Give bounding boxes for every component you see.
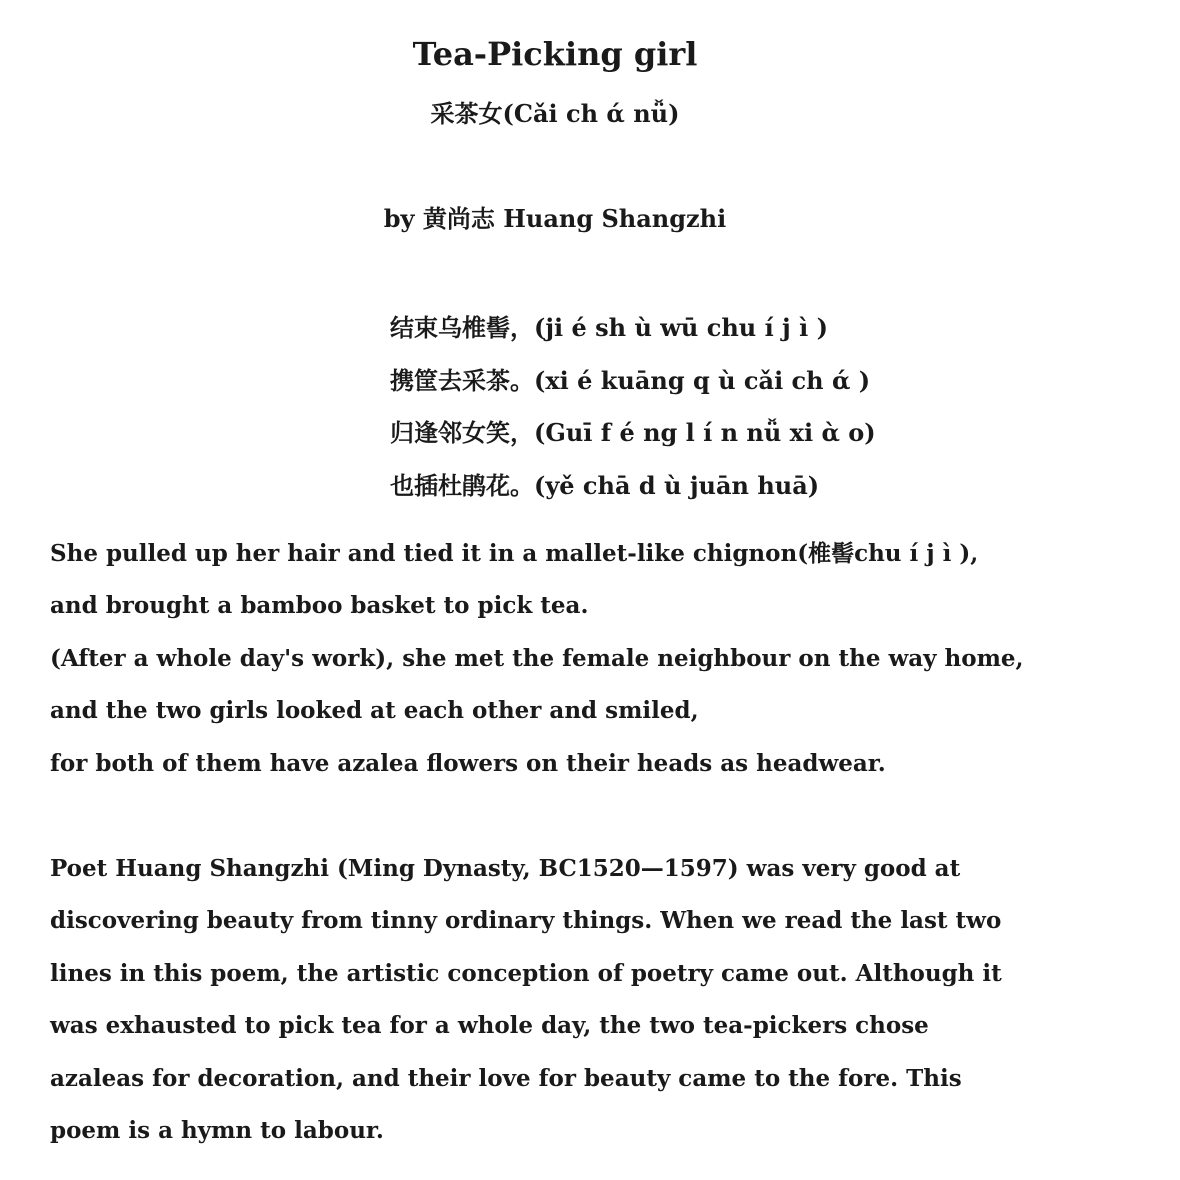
poem-line: 也插杜鹃花。(yě chā d ù juān huā) [390, 470, 820, 500]
poem-line: 携筐去采茶。(xi é kuāng q ù cǎi ch ά ) [390, 365, 871, 395]
poem-line: 归逢邻女笑，(Guī f é ng l í n nǚ xi ὰ o) [390, 418, 876, 447]
translation-line: and brought a bamboo basket to pick tea. [50, 592, 589, 620]
translation-line: She pulled up her hair and tied it in a mallet-like chignon(椎髻chu í j ì ), [50, 540, 979, 567]
poem-subtitle: 采茶女(Cǎi ch ά nǚ) [430, 99, 680, 128]
translation-line: for both of them have azalea flowers on their heads as headwear. [50, 749, 886, 777]
commentary-line: Poet Huang Shangzhi (Ming Dynasty, BC1520—1597) was very good at [50, 855, 961, 882]
poem-line: 结束乌椎髻，(ji é sh ù wū chu í j ì ) [390, 313, 828, 342]
commentary-line: lines in this poem, the artistic conception of poetry came out. Although it [50, 959, 1002, 987]
poem-title: Tea-Picking girl [412, 35, 698, 73]
commentary-paragraph [50, 843, 1150, 1157]
translation-line: (After a whole day's work), she met the female neighbour on the way home, [50, 644, 1024, 672]
commentary-line: discovering beauty from tinny ordinary things. When we read the last two [50, 907, 1002, 935]
commentary-line: poem is a hymn to labour. [50, 1116, 384, 1144]
translation-paragraph [50, 528, 1150, 790]
commentary-line: was exhausted to pick tea for a whole day, the two tea-pickers chose [50, 1012, 929, 1040]
poem-text [390, 302, 1090, 512]
translation-line: and the two girls looked at each other and smiled, [50, 697, 699, 725]
commentary-line: azaleas for decoration, and their love for beauty came to the fore. This [50, 1064, 962, 1092]
poem-author: by 黄尚志 Huang Shangzhi [383, 204, 727, 233]
